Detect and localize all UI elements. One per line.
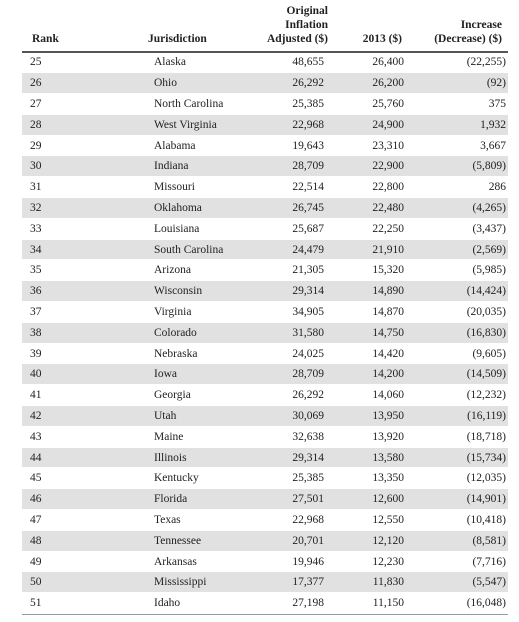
cell-rank: 28 (22, 114, 74, 135)
cell-jurisdiction: Alaska (74, 52, 224, 73)
cell-increase-decrease: (8,581) (418, 530, 508, 551)
cell-rank: 32 (22, 198, 74, 219)
cell-original-inflation-adjusted: 26,292 (224, 73, 336, 94)
cell-increase-decrease: (12,232) (418, 385, 508, 406)
cell-original-inflation-adjusted: 19,643 (224, 135, 336, 156)
table-row (22, 385, 508, 406)
cell-rank: 47 (22, 510, 74, 531)
cell-rank: 51 (22, 593, 74, 614)
cell-2013: 12,600 (336, 489, 418, 510)
cell-rank: 35 (22, 260, 74, 281)
cell-increase-decrease: (5,547) (418, 572, 508, 593)
cell-rank: 40 (22, 364, 74, 385)
table-row (22, 489, 508, 510)
table-row (22, 364, 508, 385)
cell-increase-decrease: (16,119) (418, 406, 508, 427)
cell-increase-decrease: (10,418) (418, 510, 508, 531)
table-row (22, 426, 508, 447)
cell-original-inflation-adjusted: 27,501 (224, 489, 336, 510)
cell-2013: 15,320 (336, 260, 418, 281)
cell-increase-decrease: (16,830) (418, 322, 508, 343)
cell-rank: 37 (22, 302, 74, 323)
cell-original-inflation-adjusted: 25,385 (224, 94, 336, 115)
cell-2013: 26,200 (336, 73, 418, 94)
cell-increase-decrease: 375 (418, 94, 508, 115)
cell-jurisdiction: Florida (74, 489, 224, 510)
cell-original-inflation-adjusted: 48,655 (224, 52, 336, 73)
cell-2013: 13,580 (336, 447, 418, 468)
cell-2013: 12,550 (336, 510, 418, 531)
table-row (22, 510, 508, 531)
header-increase-line2: (Decrease) ($) (434, 32, 502, 45)
cell-2013: 14,890 (336, 281, 418, 302)
cell-2013: 25,760 (336, 94, 418, 115)
cell-rank: 34 (22, 239, 74, 260)
cell-original-inflation-adjusted: 28,709 (224, 156, 336, 177)
cell-original-inflation-adjusted: 29,314 (224, 281, 336, 302)
header-original-line2: Inflation (285, 18, 328, 31)
cell-increase-decrease: (2,569) (418, 239, 508, 260)
cell-jurisdiction: Kentucky (74, 468, 224, 489)
table-row (22, 447, 508, 468)
header-rank: Rank (32, 32, 59, 45)
cell-rank: 50 (22, 572, 74, 593)
cell-jurisdiction: Missouri (74, 177, 224, 198)
cell-jurisdiction: Georgia (74, 385, 224, 406)
cell-original-inflation-adjusted: 28,709 (224, 364, 336, 385)
cell-2013: 26,400 (336, 52, 418, 73)
cell-original-inflation-adjusted: 21,305 (224, 260, 336, 281)
cell-jurisdiction: Virginia (74, 302, 224, 323)
cell-original-inflation-adjusted: 27,198 (224, 593, 336, 614)
cell-increase-decrease: 286 (418, 177, 508, 198)
data-table (22, 3, 508, 614)
cell-increase-decrease: (22,255) (418, 52, 508, 73)
cell-increase-decrease: (92) (418, 73, 508, 94)
cell-increase-decrease: (12,035) (418, 468, 508, 489)
table-row (22, 94, 508, 115)
table-row (22, 114, 508, 135)
cell-jurisdiction: Ohio (74, 73, 224, 94)
cell-jurisdiction: Oklahoma (74, 198, 224, 219)
cell-2013: 22,800 (336, 177, 418, 198)
cell-original-inflation-adjusted: 17,377 (224, 572, 336, 593)
cell-2013: 22,900 (336, 156, 418, 177)
cell-rank: 38 (22, 322, 74, 343)
table-row (22, 593, 508, 614)
cell-increase-decrease: (14,509) (418, 364, 508, 385)
cell-rank: 25 (22, 52, 74, 73)
cell-2013: 13,920 (336, 426, 418, 447)
cell-original-inflation-adjusted: 26,745 (224, 198, 336, 219)
header-increase-decrease (418, 3, 508, 51)
cell-2013: 12,230 (336, 551, 418, 572)
cell-jurisdiction: Colorado (74, 322, 224, 343)
cell-increase-decrease: (15,734) (418, 447, 508, 468)
cell-rank: 39 (22, 343, 74, 364)
table-row (22, 406, 508, 427)
cell-jurisdiction: Tennessee (74, 530, 224, 551)
header-original-line3: Adjusted ($) (266, 32, 328, 45)
cell-original-inflation-adjusted: 26,292 (224, 385, 336, 406)
cell-original-inflation-adjusted: 30,069 (224, 406, 336, 427)
table-row (22, 156, 508, 177)
table-body (22, 51, 508, 614)
cell-jurisdiction: Nebraska (74, 343, 224, 364)
cell-jurisdiction: Arkansas (74, 551, 224, 572)
cell-2013: 13,950 (336, 406, 418, 427)
cell-2013: 23,310 (336, 135, 418, 156)
cell-original-inflation-adjusted: 34,905 (224, 302, 336, 323)
cell-increase-decrease: 3,667 (418, 135, 508, 156)
table-row (22, 551, 508, 572)
cell-original-inflation-adjusted: 19,946 (224, 551, 336, 572)
cell-jurisdiction: Arizona (74, 260, 224, 281)
cell-jurisdiction: Wisconsin (74, 281, 224, 302)
cell-2013: 14,420 (336, 343, 418, 364)
cell-jurisdiction: Alabama (74, 135, 224, 156)
cell-jurisdiction: Utah (74, 406, 224, 427)
bottom-divider (22, 614, 508, 615)
cell-original-inflation-adjusted: 25,687 (224, 218, 336, 239)
cell-rank: 30 (22, 156, 74, 177)
cell-rank: 27 (22, 94, 74, 115)
table-row (22, 302, 508, 323)
cell-increase-decrease: (9,605) (418, 343, 508, 364)
cell-increase-decrease: 1,932 (418, 114, 508, 135)
cell-2013: 11,830 (336, 572, 418, 593)
cell-increase-decrease: (14,901) (418, 489, 508, 510)
table-row (22, 177, 508, 198)
table-row (22, 322, 508, 343)
header-jurisdiction: Jurisdiction (148, 32, 207, 45)
cell-original-inflation-adjusted: 31,580 (224, 322, 336, 343)
cell-jurisdiction: South Carolina (74, 239, 224, 260)
table-row (22, 135, 508, 156)
cell-jurisdiction: West Virginia (74, 114, 224, 135)
cell-rank: 46 (22, 489, 74, 510)
cell-jurisdiction: Maine (74, 426, 224, 447)
cell-increase-decrease: (20,035) (418, 302, 508, 323)
cell-2013: 24,900 (336, 114, 418, 135)
table-row (22, 239, 508, 260)
table-row (22, 218, 508, 239)
cell-rank: 36 (22, 281, 74, 302)
cell-2013: 14,750 (336, 322, 418, 343)
cell-jurisdiction: Mississippi (74, 572, 224, 593)
table-row (22, 468, 508, 489)
cell-original-inflation-adjusted: 20,701 (224, 530, 336, 551)
cell-original-inflation-adjusted: 22,968 (224, 114, 336, 135)
cell-increase-decrease: (5,809) (418, 156, 508, 177)
cell-increase-decrease: (14,424) (418, 281, 508, 302)
cell-original-inflation-adjusted: 24,025 (224, 343, 336, 364)
cell-increase-decrease: (7,716) (418, 551, 508, 572)
cell-2013: 14,200 (336, 364, 418, 385)
table-row (22, 198, 508, 219)
table-row (22, 52, 508, 73)
cell-jurisdiction: Indiana (74, 156, 224, 177)
cell-2013: 22,250 (336, 218, 418, 239)
header-original-line1: Original (286, 4, 328, 17)
cell-increase-decrease: (4,265) (418, 198, 508, 219)
cell-rank: 45 (22, 468, 74, 489)
cell-original-inflation-adjusted: 25,385 (224, 468, 336, 489)
table-header (22, 3, 508, 51)
cell-jurisdiction: Iowa (74, 364, 224, 385)
cell-rank: 48 (22, 530, 74, 551)
cell-rank: 49 (22, 551, 74, 572)
table-row (22, 343, 508, 364)
header-2013: 2013 ($) (362, 32, 402, 45)
cell-original-inflation-adjusted: 29,314 (224, 447, 336, 468)
cell-original-inflation-adjusted: 22,968 (224, 510, 336, 531)
table-row (22, 260, 508, 281)
cell-jurisdiction: Illinois (74, 447, 224, 468)
cell-increase-decrease: (16,048) (418, 593, 508, 614)
cell-jurisdiction: Louisiana (74, 218, 224, 239)
cell-original-inflation-adjusted: 24,479 (224, 239, 336, 260)
cell-jurisdiction: Idaho (74, 593, 224, 614)
cell-2013: 11,150 (336, 593, 418, 614)
cell-rank: 43 (22, 426, 74, 447)
table-row (22, 73, 508, 94)
cell-original-inflation-adjusted: 22,514 (224, 177, 336, 198)
table-row (22, 281, 508, 302)
cell-2013: 22,480 (336, 198, 418, 219)
cell-2013: 21,910 (336, 239, 418, 260)
header-original-inflation-adjusted (224, 3, 336, 51)
cell-2013: 14,870 (336, 302, 418, 323)
cell-increase-decrease: (5,985) (418, 260, 508, 281)
cell-rank: 33 (22, 218, 74, 239)
cell-original-inflation-adjusted: 32,638 (224, 426, 336, 447)
cell-increase-decrease: (18,718) (418, 426, 508, 447)
cell-rank: 29 (22, 135, 74, 156)
cell-rank: 42 (22, 406, 74, 427)
table-row (22, 530, 508, 551)
cell-2013: 12,120 (336, 530, 418, 551)
header-increase-line1: Increase (460, 18, 502, 31)
cell-rank: 44 (22, 447, 74, 468)
cell-jurisdiction: Texas (74, 510, 224, 531)
cell-increase-decrease: (3,437) (418, 218, 508, 239)
table-row (22, 572, 508, 593)
cell-rank: 26 (22, 73, 74, 94)
cell-jurisdiction: North Carolina (74, 94, 224, 115)
cell-2013: 13,350 (336, 468, 418, 489)
cell-2013: 14,060 (336, 385, 418, 406)
cell-rank: 31 (22, 177, 74, 198)
cell-rank: 41 (22, 385, 74, 406)
